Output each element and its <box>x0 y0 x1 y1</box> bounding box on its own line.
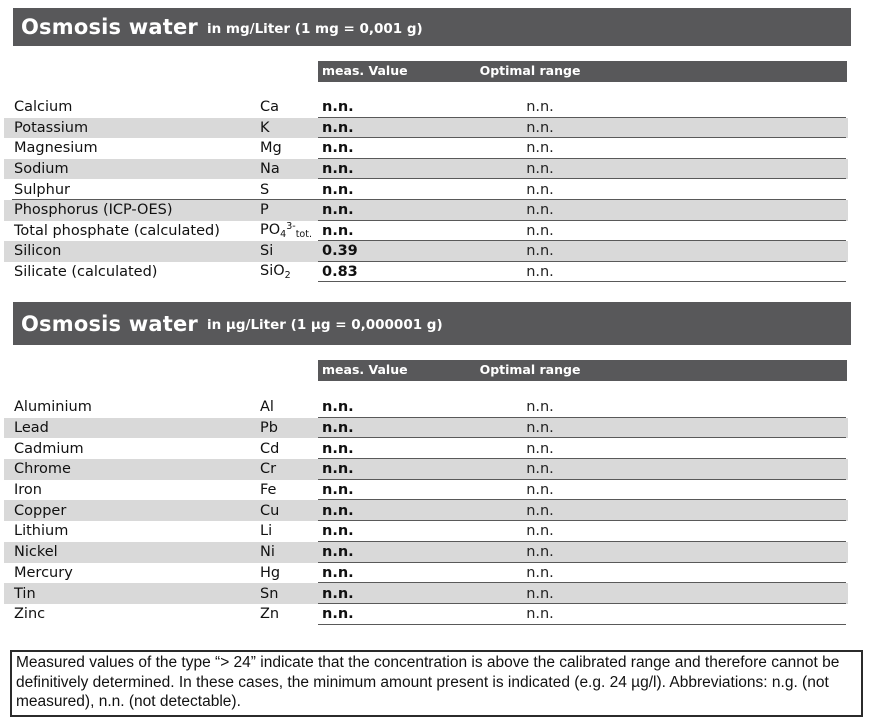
row-measured-value: n.n. <box>322 440 354 457</box>
row-optimal-range-value: n.n. <box>526 119 554 136</box>
table-row <box>4 200 848 221</box>
row-measured-value: n.n. <box>322 585 354 602</box>
row-optimal-range-value: n.n. <box>526 161 554 178</box>
table-rows-ug <box>4 397 848 625</box>
column-header-optimal-range: Optimal range <box>479 362 581 377</box>
row-measured-value: n.n. <box>322 461 354 478</box>
row-optimal-range-value: n.n. <box>526 140 554 157</box>
row-measured-value: n.n. <box>322 420 354 437</box>
row-element-name: Aluminium <box>14 399 92 416</box>
row-element-name: Magnesium <box>14 140 98 157</box>
row-measured-value: n.n. <box>322 222 354 239</box>
table-rows-mg <box>4 97 848 282</box>
row-element-symbol: Ni <box>260 544 275 561</box>
row-optimal-range-value: n.n. <box>526 222 554 239</box>
row-optimal-range-value: n.n. <box>526 523 554 540</box>
row-optimal-range-value: n.n. <box>526 440 554 457</box>
row-element-name: Chrome <box>14 461 71 478</box>
table-row <box>4 583 848 604</box>
row-optimal-range-value: n.n. <box>526 181 554 198</box>
row-element-name: Silicate (calculated) <box>14 264 158 281</box>
table-title-bar-ug <box>13 302 851 345</box>
row-measured-value: n.n. <box>322 140 354 157</box>
row-element-name: Sodium <box>14 161 69 178</box>
table-row <box>4 138 848 159</box>
table-row <box>4 604 848 625</box>
table-row <box>4 438 848 459</box>
row-measured-value: n.n. <box>322 482 354 499</box>
table-row <box>4 179 848 200</box>
table-row <box>4 97 848 118</box>
row-element-name: Silicon <box>14 243 62 260</box>
row-measured-value: n.n. <box>322 544 354 561</box>
row-element-symbol: Si <box>260 243 274 260</box>
table-row <box>4 397 848 418</box>
row-measured-value: n.n. <box>322 181 354 198</box>
row-element-symbol: Na <box>260 161 280 178</box>
row-optimal-range-value: n.n. <box>526 544 554 561</box>
row-measured-value: n.n. <box>322 99 354 116</box>
row-optimal-range-value: n.n. <box>526 264 554 281</box>
column-header-bar-ug <box>318 360 847 381</box>
column-header-optimal-range: Optimal range <box>479 63 581 78</box>
table-row <box>4 241 848 262</box>
row-element-symbol: $PO_4^{3-}_{tot.}$ <box>260 221 312 241</box>
row-measured-value: n.n. <box>322 161 354 178</box>
row-measured-value: 0.83 <box>322 264 358 281</box>
footnote-box <box>10 650 863 717</box>
row-optimal-range-value: n.n. <box>526 399 554 416</box>
row-element-name: Tin <box>14 585 36 602</box>
row-element-symbol: K <box>260 119 270 136</box>
table-row <box>4 159 848 180</box>
table-row <box>4 521 848 542</box>
row-element-symbol: Ca <box>260 99 280 116</box>
row-element-name: Sulphur <box>14 181 70 198</box>
row-optimal-range-value: n.n. <box>526 482 554 499</box>
row-measured-value: n.n. <box>322 523 354 540</box>
row-element-name: Phosphorus (ICP-OES) <box>14 202 173 219</box>
row-element-symbol: Cd <box>260 440 280 457</box>
table-title-unit: in mg/Liter (1 mg = 0,001 g) <box>206 20 423 37</box>
table-row <box>4 418 848 439</box>
row-optimal-range-value: n.n. <box>526 202 554 219</box>
row-measured-value: n.n. <box>322 564 354 581</box>
row-optimal-range-value: n.n. <box>526 502 554 519</box>
column-header-meas-value: meas. Value <box>322 63 408 78</box>
row-measured-value: n.n. <box>322 399 354 416</box>
footnote-text: Measured values of the type “> 24” indicate that the concentration is above the calibrated range and therefore cannot be definitively determined. In these cases, the minimum amount present is indicated (e.g. 24 µg/l). Abbreviations: n.g. (not measured), n.n. (not detectable). <box>16 654 840 710</box>
row-element-name: Total phosphate (calculated) <box>14 222 220 239</box>
row-optimal-range-value: n.n. <box>526 585 554 602</box>
table-row <box>4 480 848 501</box>
row-element-symbol: Cu <box>260 502 280 519</box>
row-element-symbol: Mg <box>260 140 282 157</box>
row-element-name: Lead <box>14 420 49 437</box>
row-measured-value: 0.39 <box>322 243 358 260</box>
table-row <box>4 262 848 283</box>
row-optimal-range-value: n.n. <box>526 420 554 437</box>
row-element-name: Lithium <box>14 523 69 540</box>
row-element-symbol: SiO$_2$ <box>260 263 291 282</box>
column-header-meas-value: meas. Value <box>322 362 408 377</box>
row-measured-value: n.n. <box>322 606 354 623</box>
table-row <box>4 459 848 480</box>
table-title: Osmosis water <box>21 15 198 39</box>
table-row <box>4 118 848 139</box>
table-title-bar-mg <box>13 8 851 46</box>
row-element-symbol: Pb <box>260 420 278 437</box>
row-element-symbol: Cr <box>260 461 277 478</box>
row-optimal-range-value: n.n. <box>526 99 554 116</box>
row-optimal-range-value: n.n. <box>526 606 554 623</box>
row-element-symbol: P <box>260 202 269 219</box>
row-element-name: Copper <box>14 502 67 519</box>
column-header-bar-mg <box>318 61 847 82</box>
row-element-name: Iron <box>14 482 42 499</box>
row-measured-value: n.n. <box>322 202 354 219</box>
row-element-symbol: S <box>260 181 270 198</box>
table-row <box>4 563 848 584</box>
row-element-symbol: Sn <box>260 585 279 602</box>
table-row <box>4 542 848 563</box>
row-element-name: Calcium <box>14 99 73 116</box>
row-optimal-range-value: n.n. <box>526 564 554 581</box>
row-element-symbol: Li <box>260 523 273 540</box>
row-optimal-range-value: n.n. <box>526 243 554 260</box>
table-title: Osmosis water <box>21 311 198 336</box>
row-optimal-range-value: n.n. <box>526 461 554 478</box>
row-element-symbol: Fe <box>260 482 277 499</box>
table-row <box>4 500 848 521</box>
table-row <box>4 221 848 242</box>
row-element-symbol: Zn <box>260 606 280 623</box>
table-title-unit: in µg/Liter (1 µg = 0,000001 g) <box>206 317 443 333</box>
row-measured-value: n.n. <box>322 119 354 136</box>
row-element-name: Cadmium <box>14 440 84 457</box>
row-element-name: Nickel <box>14 544 58 561</box>
row-element-symbol: Al <box>260 399 274 416</box>
row-element-name: Mercury <box>14 564 73 581</box>
row-element-name: Potassium <box>14 119 89 136</box>
row-element-name: Zinc <box>14 606 46 623</box>
row-measured-value: n.n. <box>322 502 354 519</box>
row-element-symbol: Hg <box>260 564 281 581</box>
